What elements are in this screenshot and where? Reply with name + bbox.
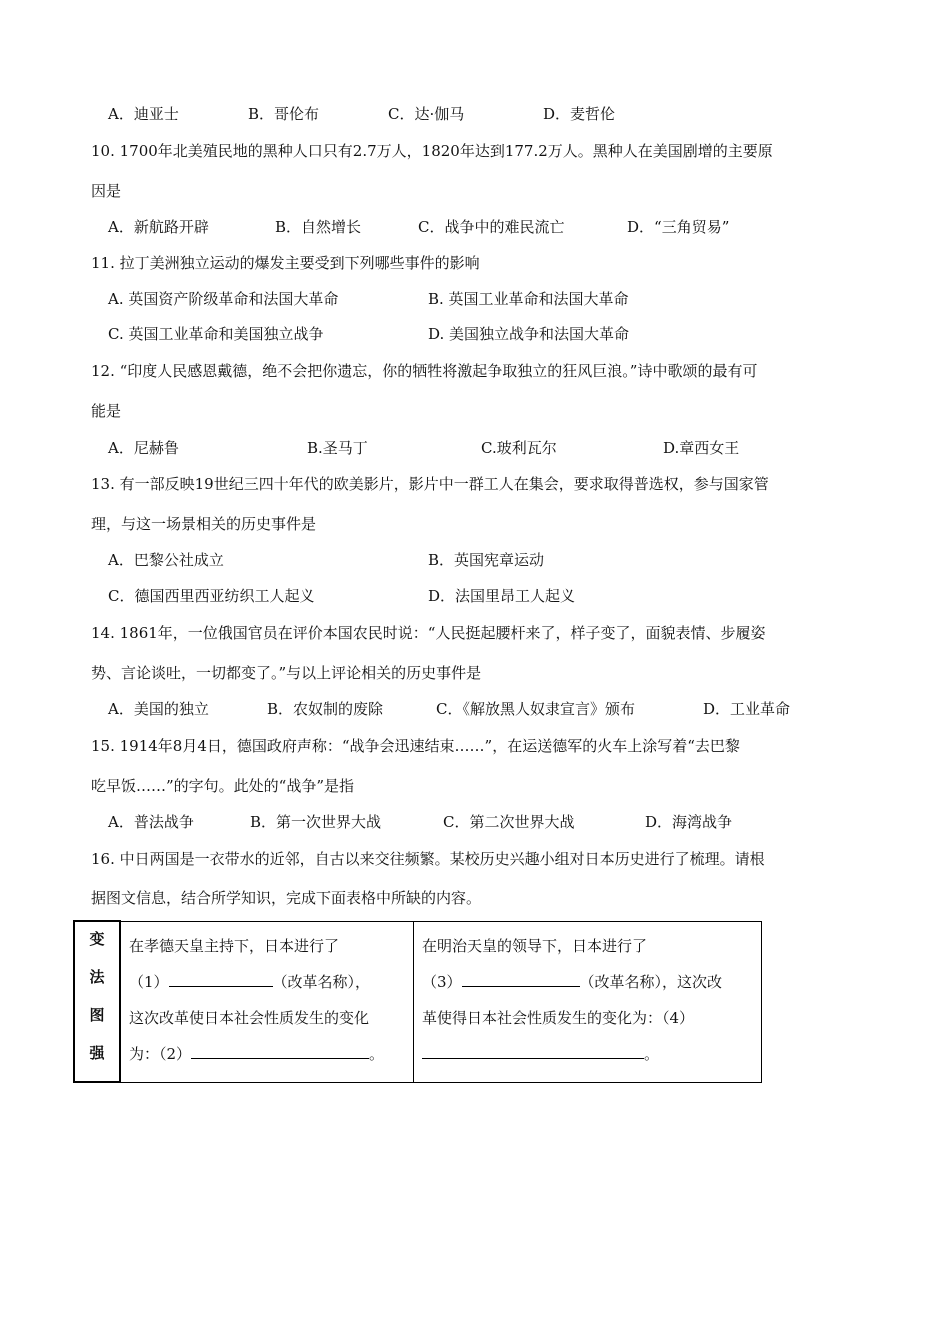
q11-option-d: D. 美国独立战争和法国大革命: [428, 325, 630, 343]
q10-option-d: D．“三角贸易”: [627, 218, 730, 236]
taika-blank1-label: （1）: [129, 972, 169, 991]
q11-stem: 11. 拉丁美洲独立运动的爆发主要受到下列哪些事件的影响: [91, 254, 480, 272]
q15-option-d: D．海湾战争: [645, 813, 733, 831]
q10-stem-line2: 因是: [91, 182, 122, 200]
q15-option-c: C．第二次世界大战: [443, 813, 575, 831]
q14-stem-line2: 势、言论谈吐，一切都变了。”与以上评论相关的历史事件是: [91, 664, 482, 682]
q9-option-b: B．哥伦布: [248, 105, 320, 123]
meiji-text-2: （改革名称），这次改: [579, 972, 723, 991]
q13-option-d: D．法国里昂工人起义: [428, 587, 576, 605]
q10-option-c: C．战争中的难民流亡: [418, 218, 565, 236]
meiji-text-3: 革使得日本社会性质发生的变化为：（4）: [422, 1008, 695, 1027]
taika-text-2: （改革名称），: [272, 972, 371, 991]
answer-blank-2[interactable]: [191, 1044, 369, 1059]
row-label-char: 强: [89, 1044, 105, 1062]
q12-option-b: B.圣马丁: [307, 439, 368, 457]
q9-option-d: D．麦哲伦: [543, 105, 616, 123]
q14-option-a: A．美国的独立: [108, 700, 209, 718]
row-label-cell: [74, 921, 120, 1082]
q12-option-d: D.章西女王: [663, 439, 740, 457]
q13-stem-line1: 13. 有一部反映19世纪三四十年代的欧美影片，影片中一群工人在集会，要求取得普选权，参与国家管: [91, 475, 769, 493]
q15-option-b: B．第一次世界大战: [250, 813, 382, 831]
q15-stem-line2: 吃早饭……”的字句。此处的“战争”是指: [91, 777, 355, 795]
answer-blank-1[interactable]: [169, 972, 273, 987]
q13-option-a: A．巴黎公社成立: [108, 551, 224, 569]
q12-stem-line2: 能是: [91, 402, 122, 420]
answer-blank-3[interactable]: [462, 972, 580, 987]
q16-stem-line1: 16. 中日两国是一衣带水的近邻，自古以来交往频繁。某校历史兴趣小组对日本历史进行了梳理。请根: [91, 850, 765, 868]
q12-stem-line1: 12. “印度人民感恩戴德，绝不会把你遗忘，你的牺牲将激起争取独立的狂风巨浪。”诗中歌颂的最有可: [91, 362, 758, 380]
q15-option-a: A．普法战争: [108, 813, 194, 831]
taika-text-3: 这次改革使日本社会性质发生的变化: [129, 1008, 370, 1027]
q13-option-c: C．德国西里西亚纺织工人起义: [108, 587, 315, 605]
taika-text-1: 在孝德天皇主持下，日本进行了: [129, 936, 340, 955]
taika-text-4: 。: [369, 1044, 385, 1063]
answer-blank-4[interactable]: [422, 1044, 644, 1059]
meiji-reform-cell: [414, 921, 762, 1082]
q14-option-b: B．农奴制的废除: [267, 700, 384, 718]
taika-blank2-label: 为：（2）: [129, 1044, 192, 1063]
q12-option-c: C.玻利瓦尔: [481, 439, 557, 457]
q11-option-a: A. 英国资产阶级革命和法国大革命: [108, 290, 339, 308]
meiji-blank3-label: （3）: [422, 972, 462, 991]
q13-stem-line2: 理，与这一场景相关的历史事件是: [91, 515, 317, 533]
q10-option-a: A．新航路开辟: [108, 218, 209, 236]
taika-reform-cell: [120, 921, 414, 1082]
q15-stem-line1: 15. 1914年8月4日，德国政府声称：“战争会迅速结束……”，在运送德军的火车上涂写着“去巴黎: [91, 737, 740, 755]
q10-option-b: B．自然增长: [275, 218, 362, 236]
meiji-text-4: 。: [644, 1044, 660, 1063]
reform-table: [73, 920, 762, 1083]
q9-option-c: C．达·伽马: [388, 105, 465, 123]
q10-stem-line1: 10. 1700年北美殖民地的黑种人口只有2.7万人，1820年达到177.2万人。黑种人在美国剧增的主要原: [91, 142, 773, 160]
row-label-char: 法: [89, 968, 105, 986]
q14-option-d: D．工业革命: [703, 700, 791, 718]
meiji-text-1: 在明治天皇的领导下，日本进行了: [422, 936, 648, 955]
q11-option-c: C. 英国工业革命和美国独立战争: [108, 325, 324, 343]
row-label-char: 变: [89, 930, 105, 948]
q11-option-b: B. 英国工业革命和法国大革命: [428, 290, 629, 308]
q9-option-a: A．迪亚士: [108, 105, 179, 123]
q13-option-b: B．英国宪章运动: [428, 551, 545, 569]
q14-option-c: C．《解放黑人奴隶宣言》颁布: [436, 700, 635, 718]
q14-stem-line1: 14. 1861年，一位俄国官员在评价本国农民时说：“人民挺起腰杆来了，样子变了，面貌表情、步履姿: [91, 624, 766, 642]
row-label-char: 图: [89, 1006, 105, 1024]
q16-stem-line2: 据图文信息，结合所学知识，完成下面表格中所缺的内容。: [91, 889, 482, 907]
q12-option-a: A．尼赫鲁: [108, 439, 179, 457]
